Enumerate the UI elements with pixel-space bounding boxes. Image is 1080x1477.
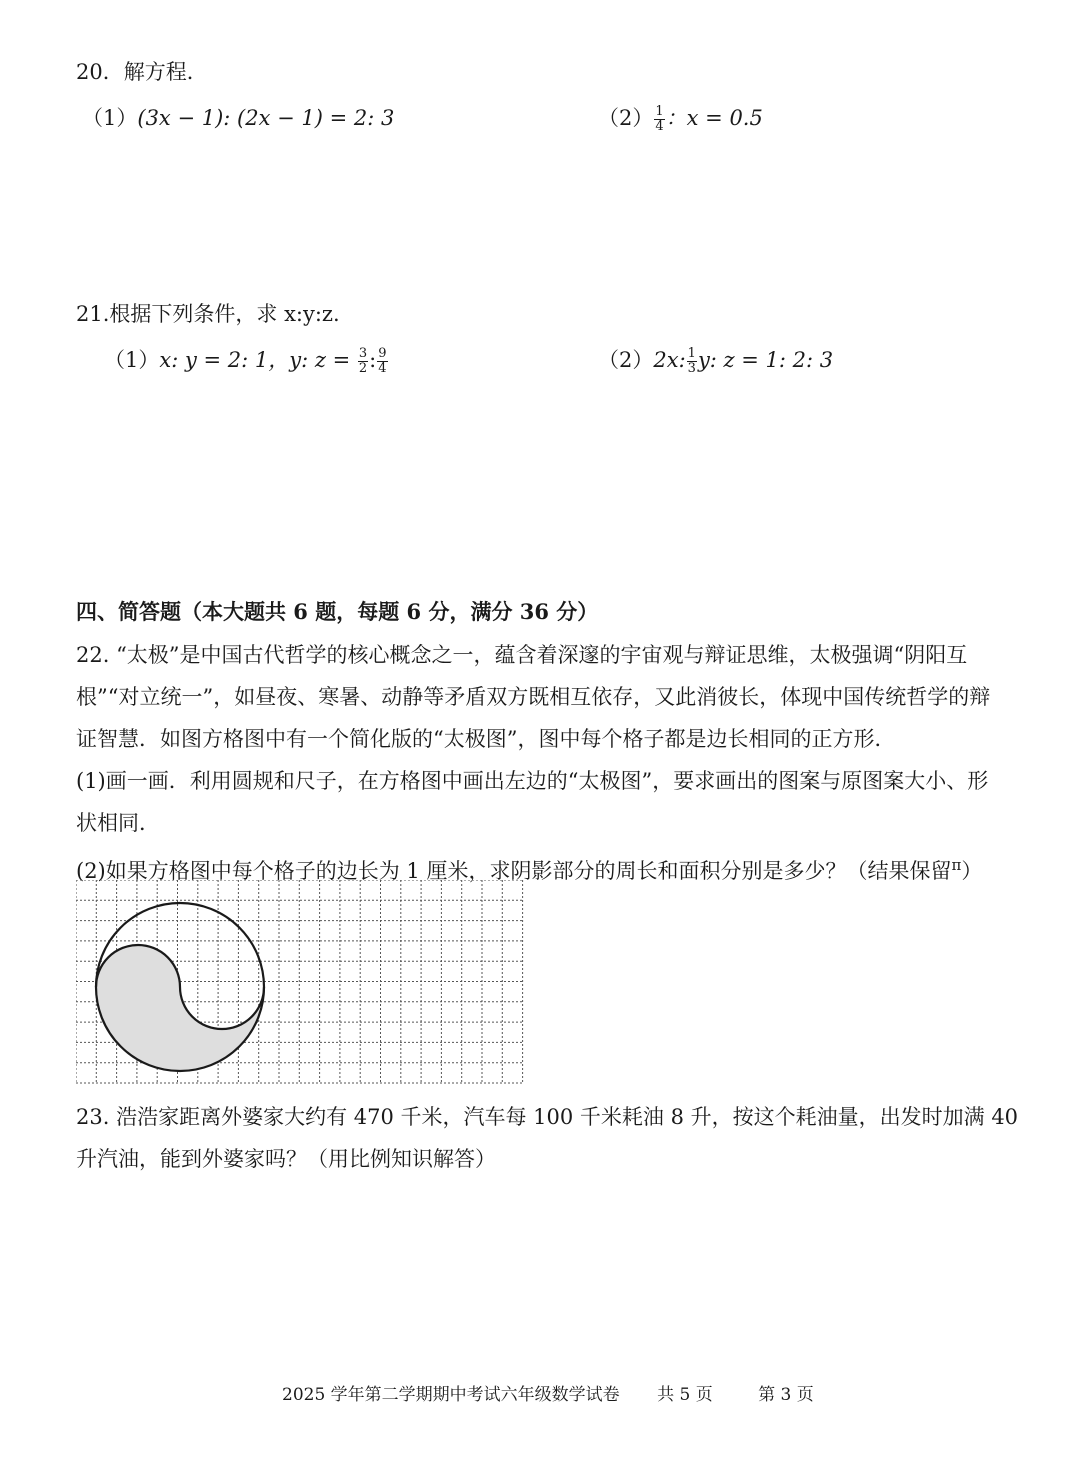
q22-line-4: (1)画一画．利用圆规和尺子，在方格图中画出左边的“太极图”，要求画出的图案与原图案大小、形 [76, 769, 989, 793]
fraction-numerator: 1 [655, 104, 664, 119]
fraction-denominator: 4 [655, 119, 664, 134]
q22-line-2: 根”“对立统一”，如昼夜、寒暑、动静等矛盾双方既相互依存，又此消彼长，体现中国传统哲学的辩 [76, 685, 991, 709]
q23-line-1: 23. 浩浩家距离外婆家大约有 470 千米，汽车每 100 千米耗油 8 升，按这个耗油量，出发时加满 40 [76, 1105, 1019, 1129]
footer-page-number: 第 3 页 [758, 1385, 814, 1405]
taiji-grid-figure [76, 880, 526, 1092]
q21-part2 [598, 346, 833, 376]
q22-line-6-end: ） [961, 859, 983, 883]
q21-part1-fraction-1 [358, 347, 368, 376]
q20-part1-label: （1） [82, 106, 138, 130]
q21-part1-label: （1） [104, 348, 160, 372]
ratio-colon: : [369, 348, 377, 372]
q23-text [76, 1096, 1018, 1180]
q20-part2-rest: ：x = 0.5 [665, 106, 763, 130]
footer-exam-title: 2025 学年第二学期期中考试六年级数学试卷 [282, 1385, 620, 1405]
fraction-denominator: 3 [687, 361, 696, 376]
fraction-numerator: 3 [358, 346, 368, 361]
q21-part2-label: （2） [598, 348, 654, 372]
q20-part1-expr: (3x − 1): (2x − 1) = 2: 3 [137, 106, 395, 130]
fraction-numerator: 1 [687, 346, 696, 361]
fraction-numerator: 9 [378, 346, 387, 361]
q22-line-3: 证智慧．如图方格图中有一个简化版的“太极图”，图中每个格子都是边长相同的正方形． [76, 727, 896, 751]
q22-line-5: 状相同． [76, 811, 160, 835]
q22-line-1: 22. “太极”是中国古代哲学的核心概念之一，蕴含着深邃的宇宙观与辩证思维，太极强调“阴阳互 [76, 643, 968, 667]
q20-part2-label: （2） [598, 106, 654, 130]
page-footer [282, 1380, 814, 1405]
section-heading: 四、简答题（本大题共 6 题，每题 6 分，满分 36 分） [76, 599, 599, 624]
pi-symbol: π [951, 856, 962, 874]
q21-part2-fraction [687, 347, 697, 376]
q23-line-2: 升汽油，能到外婆家吗？（用比例知识解答） [76, 1147, 496, 1171]
q22-text [76, 634, 990, 892]
q21-part1 [104, 346, 389, 376]
q20-title: 20．解方程． [76, 60, 208, 84]
q21-part1-fraction-2 [377, 347, 387, 376]
fraction-denominator: 2 [358, 361, 368, 376]
q21-title: 21.根据下列条件，求 x:y:z. [76, 302, 340, 326]
q21-part2-expr-b: y: z = 1: 2: 3 [697, 348, 834, 372]
q21-part1-expr: x: y = 2: 1，y: z = [159, 348, 357, 372]
q20-part2 [598, 104, 763, 134]
q20-part2-fraction [654, 105, 664, 134]
fraction-denominator: 4 [378, 361, 387, 376]
q21-part2-expr-a: 2x: [653, 348, 686, 372]
q20-part1 [82, 104, 394, 132]
footer-total-pages: 共 5 页 [657, 1385, 713, 1405]
q22-line-6-text: (2)如果方格图中每个格子的边长为 1 厘米，求阴影部分的周长和面积分别是多少？（结果保留 [76, 859, 952, 883]
